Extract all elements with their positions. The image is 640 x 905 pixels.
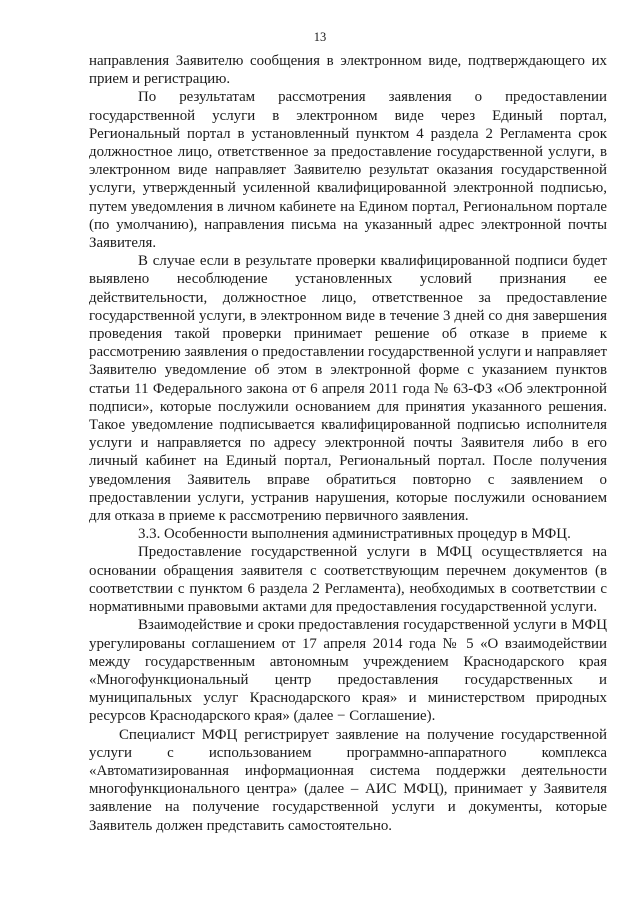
paragraph-mfc-specialist: Специалист МФЦ регистрирует заявление на получение государственной услуги с использованием программно-аппаратного комплекса «Автоматизированная информационная система поддержки деятельности многофункционального центра» (далее – АИС МФЦ), принимает у Заявителя заявление на получение государственной услуги и документы, которые Заявитель должен представить самостоятельно. [89,726,607,834]
paragraph-signature-check: В случае если в результате проверки квалифицированной подписи будет выявлено несоблюдение установленных условий признания ее действительности, должностное лицо, ответственное за предоставление государственной услуги, в электронном виде в течение 3 дней со дня завершения проведения такой проверки принимает решение об отказе в приеме к рассмотрению заявления о предоставлении государственной услуги и направляет Заявителю уведомление об этом в электронной форме с указанием пунктов статьи 11 Федерального закона от 6 апреля 2011 года № 63-ФЗ «Об электронной подписи», которые послужили основанием для принятия указанного решения. Такое уведомление подписывается квалифицированной подписью исполнителя услуги и направляется по адресу электронной почты Заявителя либо в его личный кабинет на Единый портал, Региональный портал. После получения уведомления Заявитель вправе обратиться повторно с заявлением о предоставлении услуги, устранив нарушения, которые послужили основанием для отказа в приеме к рассмотрению первичного заявления. [89,253,607,525]
paragraph-mfc-provision: Предоставление государственной услуги в МФЦ осуществляется на основании обращения заявителя с соответствующим перечнем документов (в соответствии с пунктом 6 раздела 2 Регламента), необходимых в соответствии с нормативными правовыми актами для предоставления государственной услуги. [89,544,607,616]
section-heading-mfc: 3.3. Особенности выполнения административных процедур в МФЦ. [138,526,571,543]
paragraph-mfc-agreement: Взаимодействие и сроки предоставления государственной услуги в МФЦ урегулированы соглашением от 17 апреля 2014 года № 5 «О взаимодействии между государственным автономным учреждением Краснодарского края «Многофункциональный центр предоставления государственных и муниципальных услуг Краснодарского края» и министерством природных ресурсов Краснодарского края» (далее − Соглашение). [89,617,607,725]
paragraph-continuation: направления Заявителю сообщения в электронном виде, подтверждающего их прием и регистрацию. [89,53,607,88]
page-number: 13 [313,30,327,44]
document-body [89,52,607,835]
paragraph-result-delivery: По результатам рассмотрения заявления о предоставлении государственной услуги в электронном виде через Единый портал, Региональный портал в установленный пунктом 4 раздела 2 Регламента срок должностное лицо, ответственное за предоставление государственной услуги, в электронном виде направляет Заявителю результат оказания государственной услуги, утвержденный усиленной квалифицированной электронной подписью, путем уведомления в личном кабинете на Едином портал, Региональном портале (по умолчанию), направления письма на указанный адрес электронной почты Заявителя. [89,89,607,252]
